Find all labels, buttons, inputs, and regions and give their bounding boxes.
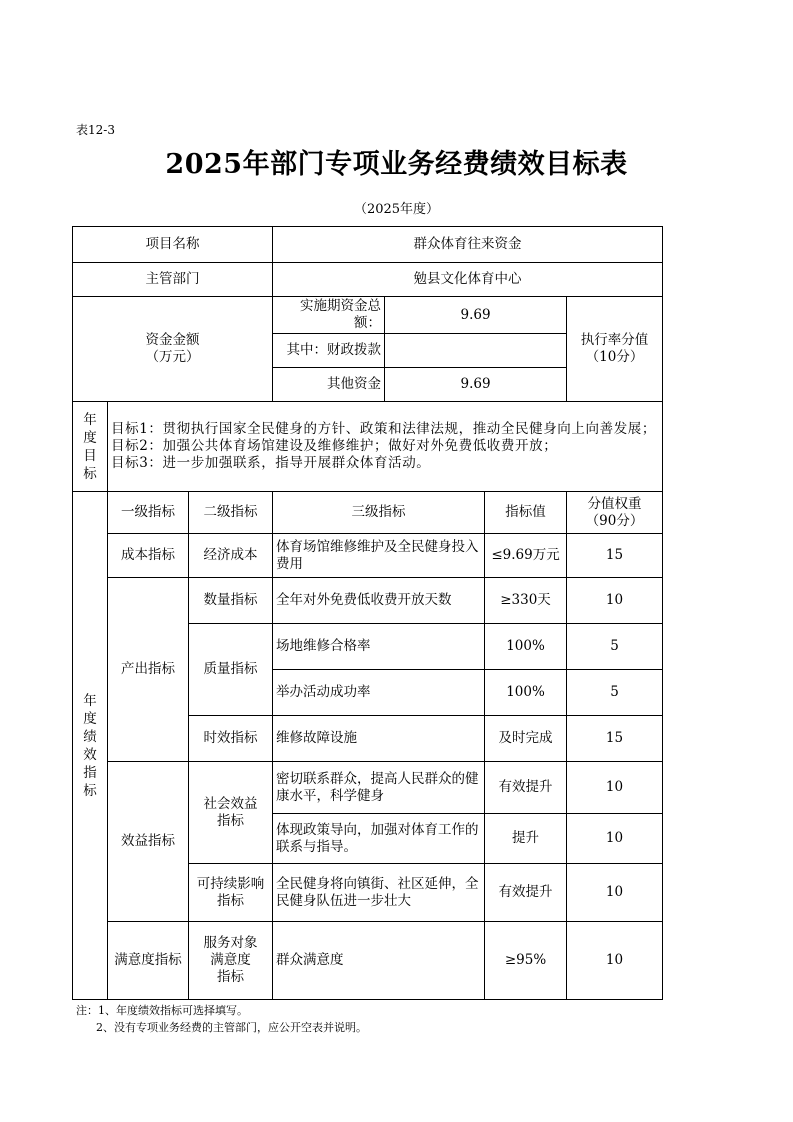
value-cell: 提升 xyxy=(485,814,567,864)
weight-cell: 10 xyxy=(567,922,663,1000)
header-level1: 一级指标 xyxy=(108,492,189,534)
weight-cell: 10 xyxy=(567,578,663,624)
l2-timeliness: 时效指标 xyxy=(189,716,273,762)
footnote-1: 注：1、年度绩效指标可选择填写。 xyxy=(76,1004,248,1017)
funds-fiscal-label: 其中：财政拨款 xyxy=(273,334,385,368)
value-cell: 及时完成 xyxy=(485,716,567,762)
year-subtitle: （2025年度） xyxy=(353,202,440,217)
goal-3: 目标3：进一步加强联系，指导开展群众体育活动。 xyxy=(111,455,431,471)
l3-cell: 全年对外免费低收费开放天数 xyxy=(273,578,485,624)
project-name-value: 群众体育往来资金 xyxy=(273,227,663,263)
header-value: 指标值 xyxy=(485,492,567,534)
weight-cell: 5 xyxy=(567,624,663,670)
goal-2: 目标2：加强公共体育场馆建设及维修维护；做好对外免费低收费开放； xyxy=(111,438,558,454)
l3-cell: 体育场馆维修维护及全民健身投入费用 xyxy=(273,534,485,578)
weight-cell: 5 xyxy=(567,670,663,716)
funds-total-row xyxy=(73,297,663,334)
weight-cell: 10 xyxy=(567,864,663,922)
l1-satisfaction: 满意度指标 xyxy=(108,922,189,1000)
value-cell: 100% xyxy=(485,624,567,670)
footnotes xyxy=(76,1002,367,1036)
funds-total-value: 9.69 xyxy=(385,297,567,334)
weight-cell: 10 xyxy=(567,762,663,814)
project-name-label: 项目名称 xyxy=(73,227,273,263)
l3-cell: 密切联系群众，提高人民群众的健康水平，科学健身 xyxy=(273,762,485,814)
funds-label: 资金金额 （万元） xyxy=(73,297,273,402)
weight-cell: 15 xyxy=(567,534,663,578)
l3-cell: 全民健身将向镇街、社区延伸，全民健身队伍进一步壮大 xyxy=(273,864,485,922)
weight-cell: 15 xyxy=(567,716,663,762)
project-name-row xyxy=(73,227,663,263)
table-row xyxy=(73,578,663,624)
table-number: 表12-3 xyxy=(76,123,115,137)
l2-economic: 经济成本 xyxy=(189,534,273,578)
value-cell: 有效提升 xyxy=(485,864,567,922)
l3-cell: 举办活动成功率 xyxy=(273,670,485,716)
goal-1: 目标1：贯彻执行国家全民健身的方针、政策和法律法规，推动全民健身向上向善发展； xyxy=(111,421,656,437)
annual-goals-label: 年度目标 xyxy=(73,402,108,492)
table-row xyxy=(73,534,663,578)
header-level2: 二级指标 xyxy=(189,492,273,534)
weight-cell: 10 xyxy=(567,814,663,864)
page-title: 2025年部门专项业务经费绩效目标表 xyxy=(165,149,628,180)
header-level3: 三级指标 xyxy=(273,492,485,534)
header-weight: 分值权重 （90分） xyxy=(567,492,663,534)
indicator-header-row xyxy=(73,492,663,534)
performance-target-table xyxy=(72,226,663,1000)
annual-goals-content xyxy=(108,402,663,492)
l2-quantity: 数量指标 xyxy=(189,578,273,624)
department-value: 勉县文化体育中心 xyxy=(273,263,663,297)
funds-other-value: 9.69 xyxy=(385,368,567,402)
annual-indicators-label: 年度绩效指标 xyxy=(73,492,108,1000)
value-cell: ≤9.69万元 xyxy=(485,534,567,578)
value-cell: 100% xyxy=(485,670,567,716)
execution-rate-label: 执行率分值 （10分） xyxy=(567,297,663,402)
l1-cost: 成本指标 xyxy=(108,534,189,578)
l3-cell: 场地维修合格率 xyxy=(273,624,485,670)
value-cell: 有效提升 xyxy=(485,762,567,814)
funds-other-label: 其他资金 xyxy=(273,368,385,402)
l3-cell: 维修故障设施 xyxy=(273,716,485,762)
department-row xyxy=(73,263,663,297)
footnote-2: 2、没有专项业务经费的主管部门，应公开空表并说明。 xyxy=(96,1021,367,1034)
l2-quality: 质量指标 xyxy=(189,624,273,716)
l2-social: 社会效益 指标 xyxy=(189,762,273,864)
l3-cell: 群众满意度 xyxy=(273,922,485,1000)
funds-fiscal-value xyxy=(385,334,567,368)
annual-goals-row xyxy=(73,402,663,492)
l1-output: 产出指标 xyxy=(108,578,189,762)
l2-sustainable: 可持续影响 指标 xyxy=(189,864,273,922)
table-row xyxy=(73,922,663,1000)
l1-benefit: 效益指标 xyxy=(108,762,189,922)
l3-cell: 体现政策导向，加强对体育工作的联系与指导。 xyxy=(273,814,485,864)
funds-total-label: 实施期资金总额： xyxy=(273,297,385,334)
table-row xyxy=(73,762,663,814)
department-label: 主管部门 xyxy=(73,263,273,297)
l2-service: 服务对象 满意度 指标 xyxy=(189,922,273,1000)
value-cell: ≥330天 xyxy=(485,578,567,624)
value-cell: ≥95% xyxy=(485,922,567,1000)
